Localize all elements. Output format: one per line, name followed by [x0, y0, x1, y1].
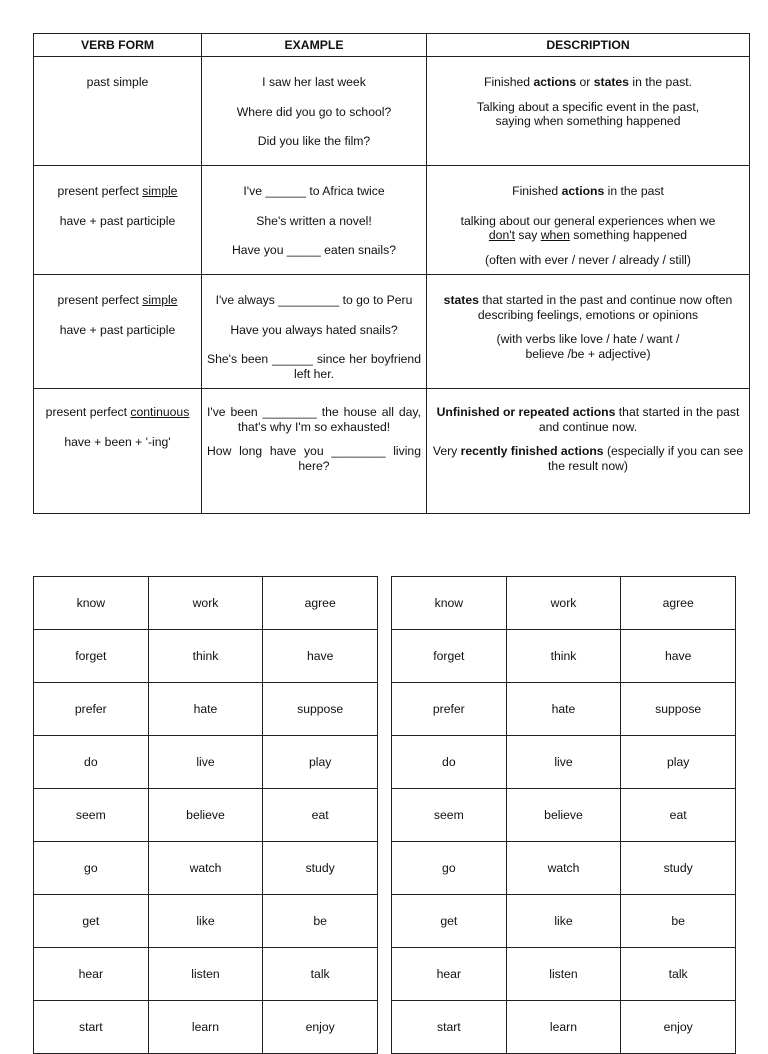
verb-card-row — [392, 736, 736, 789]
header-row — [34, 34, 750, 57]
verb-form-cell — [34, 389, 202, 514]
verb-card: play — [621, 736, 736, 789]
verb-card-row — [392, 842, 736, 895]
verb-card: live — [506, 736, 621, 789]
description-text: Unfinished or repeated actions that started in the past and continue now. — [436, 405, 740, 434]
description-text: Finished actions in the past — [512, 184, 664, 198]
example-sentence: I've always _________ to go to Peru — [215, 293, 413, 307]
verb-card: learn — [506, 1001, 621, 1054]
example-sentence: Have you _____ eaten snails? — [232, 243, 396, 257]
verb-card: know — [392, 577, 507, 630]
example-sentence: I've been ________ the house all day, that's why I'm so exhausted! — [207, 405, 421, 434]
header-description: DESCRIPTION — [427, 34, 750, 57]
verb-card: enjoy — [263, 1001, 378, 1054]
verb-card: talk — [263, 948, 378, 1001]
verb-card: hate — [506, 683, 621, 736]
verb-card: suppose — [263, 683, 378, 736]
verb-card: get — [392, 895, 507, 948]
verb-card: hear — [34, 948, 149, 1001]
verb-card: hear — [392, 948, 507, 1001]
example-cell — [202, 389, 427, 514]
description-text: (often with ever / never / already / still) — [485, 252, 691, 267]
header-verb-form: VERB FORM — [34, 34, 202, 57]
verb-card: seem — [34, 789, 149, 842]
verb-card: believe — [506, 789, 621, 842]
verb-card-body — [392, 577, 736, 1054]
example-sentence: I've ______ to Africa twice — [243, 184, 385, 198]
verb-card: go — [392, 842, 507, 895]
description-text: states that started in the past and continue now often describing feelings, emotions or opinions — [443, 293, 733, 322]
verb-form-structure: have + past participle — [59, 213, 176, 228]
verb-card: watch — [148, 842, 263, 895]
verb-card: work — [506, 577, 621, 630]
example-sentence: Have you always hated snails? — [230, 322, 398, 337]
verb-card: forget — [34, 630, 149, 683]
verb-card: know — [34, 577, 149, 630]
verb-card-body — [34, 577, 378, 1054]
description-text: Finished actions or states in the past. — [484, 75, 692, 89]
verb-card: suppose — [621, 683, 736, 736]
verb-card: enjoy — [621, 1001, 736, 1054]
header-example: EXAMPLE — [202, 34, 427, 57]
verb-card-row — [392, 577, 736, 630]
verb-form-name: present perfect continuous — [45, 405, 190, 419]
description-text: talking about our general experiences when we don't say when something happened — [460, 213, 716, 242]
verb-card: be — [621, 895, 736, 948]
verb-card-row — [34, 736, 378, 789]
verb-card-row — [34, 630, 378, 683]
grammar-table — [33, 33, 750, 514]
verb-card-row — [34, 577, 378, 630]
verb-card-row — [392, 1001, 736, 1054]
verb-card: live — [148, 736, 263, 789]
example-sentence: She's written a novel! — [256, 213, 372, 228]
verb-card-row — [392, 895, 736, 948]
verb-card: eat — [263, 789, 378, 842]
description-text: (with verbs like love / hate / want / believe /be + adjective) — [496, 332, 680, 361]
verb-card-row — [34, 789, 378, 842]
verb-card: hate — [148, 683, 263, 736]
verb-card-grid-right — [391, 576, 736, 1054]
example-sentence: How long have you ________ living here? — [207, 444, 421, 473]
verb-card: do — [392, 736, 507, 789]
verb-card-row — [392, 630, 736, 683]
verb-card: watch — [506, 842, 621, 895]
verb-card: forget — [392, 630, 507, 683]
description-cell — [427, 57, 750, 166]
verb-form-structure: have + been + '-ing' — [64, 434, 171, 449]
verb-card: play — [263, 736, 378, 789]
verb-card-row — [392, 789, 736, 842]
verb-form-name: present perfect simple — [57, 293, 178, 307]
description-text: Talking about a specific event in the past, saying when something happened — [476, 99, 700, 128]
verb-card: agree — [621, 577, 736, 630]
verb-card: think — [148, 630, 263, 683]
verb-card-grid-left — [33, 576, 378, 1054]
verb-card: work — [148, 577, 263, 630]
description-cell — [427, 275, 750, 389]
table-row — [34, 389, 750, 514]
example-cell — [202, 57, 427, 166]
example-cell — [202, 166, 427, 275]
description-cell — [427, 389, 750, 514]
example-sentence: I saw her last week — [262, 75, 366, 89]
table-row — [34, 166, 750, 275]
verb-card: like — [148, 895, 263, 948]
verb-card: learn — [148, 1001, 263, 1054]
verb-card: prefer — [392, 683, 507, 736]
verb-card: think — [506, 630, 621, 683]
verb-card: do — [34, 736, 149, 789]
table-row — [34, 275, 750, 389]
verb-card: eat — [621, 789, 736, 842]
description-cell — [427, 166, 750, 275]
verb-card-row — [34, 1001, 378, 1054]
verb-form-structure: have + past participle — [59, 322, 176, 337]
verb-card-row — [34, 895, 378, 948]
example-sentence: She's been ______ since her boyfriend left her. — [207, 352, 421, 381]
verb-card-row — [392, 683, 736, 736]
verb-card: get — [34, 895, 149, 948]
table-row — [34, 57, 750, 166]
verb-card: listen — [148, 948, 263, 1001]
verb-form-cell — [34, 275, 202, 389]
verb-card-row — [34, 842, 378, 895]
verb-card: talk — [621, 948, 736, 1001]
verb-form-name: present perfect simple — [57, 184, 178, 198]
verb-form-cell — [34, 57, 202, 166]
description-text: Very recently finished actions (especially if you can see the result now) — [432, 444, 744, 473]
verb-card-row — [34, 683, 378, 736]
verb-card: agree — [263, 577, 378, 630]
verb-card-row — [34, 948, 378, 1001]
verb-card: study — [621, 842, 736, 895]
verb-card: be — [263, 895, 378, 948]
verb-card: have — [263, 630, 378, 683]
verb-card: start — [392, 1001, 507, 1054]
example-cell — [202, 275, 427, 389]
verb-form-cell — [34, 166, 202, 275]
verb-form-name: past simple — [86, 75, 149, 89]
verb-card: study — [263, 842, 378, 895]
verb-card: listen — [506, 948, 621, 1001]
verb-card: seem — [392, 789, 507, 842]
example-sentence: Did you like the film? — [257, 134, 371, 148]
verb-card: have — [621, 630, 736, 683]
verb-card: go — [34, 842, 149, 895]
verb-card: start — [34, 1001, 149, 1054]
verb-card: like — [506, 895, 621, 948]
verb-card-row — [392, 948, 736, 1001]
verb-card: prefer — [34, 683, 149, 736]
verb-card: believe — [148, 789, 263, 842]
example-sentence: Where did you go to school? — [236, 104, 392, 119]
